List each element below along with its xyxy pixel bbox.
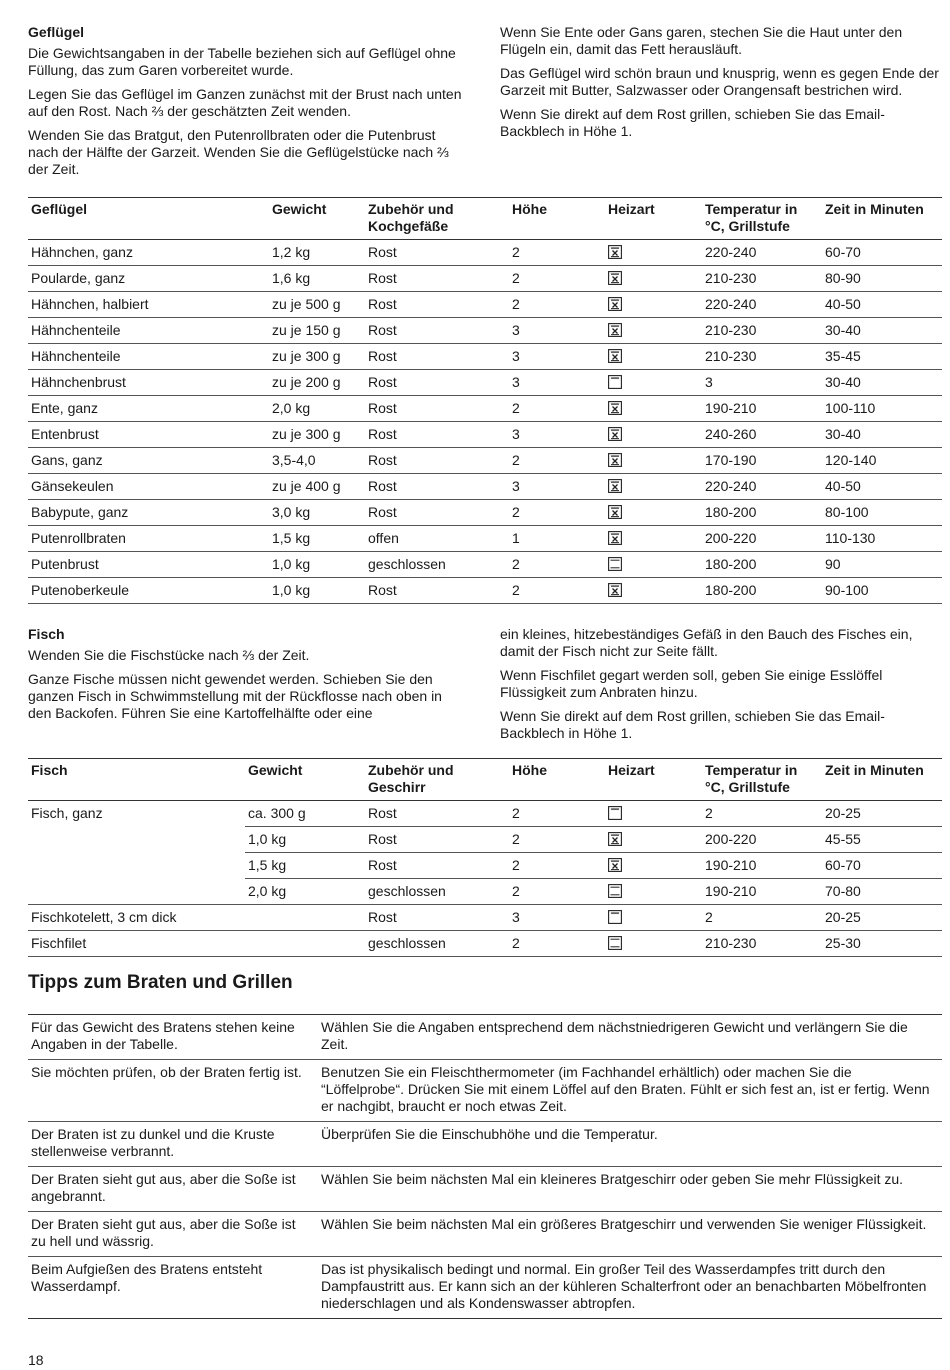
tip-row (28, 1167, 942, 1212)
tip-solution: Wählen Sie beim nächsten Mal ein kleineres Bratgeschirr oder geben Sie mehr Flüssigkeit zu. (321, 1171, 904, 1187)
table-cell: Hähnchenteile (28, 318, 269, 344)
poultry-text: Das Geflügel wird schön braun und knusprig, wenn es gegen Ende der Garzeit mit Butter, Salzwasser oder Orangensaft bestrichen wird. (500, 65, 939, 98)
table-cell: 2 (509, 931, 605, 957)
column-header: Höhe (512, 201, 547, 217)
table-cell: 240-260 (702, 422, 822, 448)
table-cell (28, 879, 245, 905)
table-row (28, 552, 942, 578)
table-cell: Rost (365, 344, 509, 370)
table-cell: 1,5 kg (269, 526, 365, 552)
table-cell: 30-40 (822, 422, 942, 448)
table-cell: 90 (822, 552, 942, 578)
table-cell: Fischkotelett, 3 cm dick (28, 905, 245, 931)
table-cell (28, 853, 245, 879)
table-cell: Rost (365, 500, 509, 526)
column-header: Temperatur in °C, Grillstufe (705, 201, 798, 234)
table-row (28, 853, 942, 879)
column-header: Heizart (608, 762, 655, 778)
table-cell: 40-50 (822, 474, 942, 500)
grill-fan-icon (608, 271, 622, 285)
column-header: Gewicht (272, 201, 327, 217)
table-row (28, 344, 942, 370)
table-cell: Hähnchen, halbiert (28, 292, 269, 318)
table-cell (245, 905, 365, 931)
table-cell: Rost (365, 448, 509, 474)
table-cell: 170-190 (702, 448, 822, 474)
table-cell: Babypute, ganz (28, 500, 269, 526)
heating-mode-cell (605, 801, 702, 827)
table-cell: Entenbrust (28, 422, 269, 448)
table-cell: Rost (365, 292, 509, 318)
table-row (28, 879, 942, 905)
fish-intro-right (500, 626, 940, 749)
fish-text: ein kleines, hitzebeständiges Gefäß in den Bauch des Fisches ein, damit der Fisch nicht zur Seite fällt. (500, 626, 913, 659)
table-cell: 1 (509, 526, 605, 552)
table-cell: 2 (509, 396, 605, 422)
table-cell: Rost (365, 905, 509, 931)
table-row (28, 827, 942, 853)
table-cell: Rost (365, 474, 509, 500)
table-cell: geschlossen (365, 552, 509, 578)
table-row (28, 801, 942, 827)
table-cell: 120-140 (822, 448, 942, 474)
table-cell: 220-240 (702, 474, 822, 500)
tip-row (28, 1122, 942, 1167)
column-header: Temperatur in °C, Grillstufe (705, 762, 798, 795)
table-cell: ca. 300 g (245, 801, 365, 827)
top-bottom-heat-icon (608, 936, 622, 950)
table-cell: Gans, ganz (28, 448, 269, 474)
table-cell: Poularde, ganz (28, 266, 269, 292)
table-cell: 200-220 (702, 827, 822, 853)
table-cell: Ente, ganz (28, 396, 269, 422)
table-cell: Rost (365, 396, 509, 422)
fish-heading: Fisch (28, 626, 65, 642)
tip-row (28, 1212, 942, 1257)
table-cell: 60-70 (822, 853, 942, 879)
table-cell: Rost (365, 827, 509, 853)
table-cell: Rost (365, 801, 509, 827)
heating-mode-cell (605, 526, 702, 552)
tip-row (28, 1257, 942, 1319)
table-cell: Fisch, ganz (31, 805, 103, 821)
table-cell: 180-200 (702, 500, 822, 526)
tip-solution: Benutzen Sie ein Fleischthermometer (im Fachhandel erhältlich) oder machen Sie die “Löffelprobe“. Drücken Sie mit einem Löffel auf den Braten. Fühlt er sich fest an, ist er fertig. Wenn er nachgibt, braucht er noch etwas Zeit. (321, 1064, 930, 1114)
table-cell: 20-25 (822, 905, 942, 931)
heating-mode-cell (605, 266, 702, 292)
tip-problem: Für das Gewicht des Bratens stehen keine Angaben in der Tabelle. (31, 1019, 295, 1052)
table-cell: 2 (509, 240, 605, 266)
table-row (28, 318, 942, 344)
grill-icon (608, 375, 622, 389)
table-cell: 45-55 (822, 827, 942, 853)
fish-text: Wenden Sie die Fischstücke nach ⅔ der Zeit. (28, 647, 310, 663)
column-header: Geflügel (31, 201, 88, 217)
column-header: Gewicht (248, 762, 303, 778)
table-cell: 2 (509, 552, 605, 578)
column-header: Zubehör und Kochgefäße (368, 201, 454, 234)
grill-fan-icon (608, 583, 622, 597)
heating-mode-cell (605, 578, 702, 604)
table-cell: 2 (509, 578, 605, 604)
table-cell: geschlossen (365, 879, 509, 905)
top-bottom-heat-icon (608, 557, 622, 571)
table-cell: 2,0 kg (269, 396, 365, 422)
table-cell: 100-110 (822, 396, 942, 422)
table-row (28, 448, 942, 474)
grill-fan-icon (608, 858, 622, 872)
heating-mode-cell (605, 552, 702, 578)
table-cell: 2,0 kg (245, 879, 365, 905)
table-cell: Rost (365, 318, 509, 344)
tip-row (28, 1015, 942, 1060)
table-cell: 2 (702, 801, 822, 827)
table-cell: 2 (509, 879, 605, 905)
table-cell: 210-230 (702, 931, 822, 957)
table-cell: 180-200 (702, 578, 822, 604)
table-cell: 1,2 kg (269, 240, 365, 266)
table-cell (245, 931, 365, 957)
table-cell: 1,0 kg (245, 827, 365, 853)
table-row (28, 370, 942, 396)
table-cell: 2 (509, 266, 605, 292)
table-cell: 2 (509, 801, 605, 827)
grill-fan-icon (608, 349, 622, 363)
table-cell: 30-40 (822, 370, 942, 396)
table-cell: 110-130 (822, 526, 942, 552)
poultry-intro-left (28, 24, 468, 185)
table-row (28, 474, 942, 500)
table-cell: 90-100 (822, 578, 942, 604)
table-cell: 3,5-4,0 (269, 448, 365, 474)
grill-fan-icon (608, 479, 622, 493)
grill-icon (608, 910, 622, 924)
grill-fan-icon (608, 832, 622, 846)
table-cell: 3,0 kg (269, 500, 365, 526)
table-cell: zu je 300 g (269, 344, 365, 370)
table-cell (28, 827, 245, 853)
heating-mode-cell (605, 240, 702, 266)
heating-mode-cell (605, 931, 702, 957)
top-bottom-heat-icon (608, 884, 622, 898)
table-cell: 1,0 kg (269, 578, 365, 604)
heating-mode-cell (605, 448, 702, 474)
table-cell: 3 (509, 422, 605, 448)
table-cell: Fischfilet (28, 931, 245, 957)
grill-icon (608, 806, 622, 820)
column-header: Zeit in Minuten (825, 201, 924, 217)
grill-fan-icon (608, 505, 622, 519)
table-cell: 2 (509, 500, 605, 526)
poultry-table-header (28, 198, 942, 240)
tip-problem: Der Braten sieht gut aus, aber die Soße ist zu hell und wässrig. (31, 1216, 296, 1249)
heating-mode-cell (605, 474, 702, 500)
table-cell: 30-40 (822, 318, 942, 344)
heating-mode-cell (605, 853, 702, 879)
table-cell: 2 (702, 905, 822, 931)
table-cell: Rost (365, 422, 509, 448)
heating-mode-cell (605, 396, 702, 422)
table-cell: 3 (509, 370, 605, 396)
tip-problem: Der Braten sieht gut aus, aber die Soße ist angebrannt. (31, 1171, 296, 1204)
poultry-intro-right (500, 24, 940, 147)
column-header: Fisch (31, 762, 68, 778)
tip-problem: Beim Aufgießen des Bratens entsteht Wasserdampf. (31, 1261, 263, 1294)
poultry-text: Die Gewichtsangaben in der Tabelle beziehen sich auf Geflügel ohne Füllung, das zum Garen vorbereitet wurde. (28, 45, 456, 78)
table-row (28, 266, 942, 292)
table-cell: 40-50 (822, 292, 942, 318)
column-header: Zubehör und Geschirr (368, 762, 454, 795)
heating-mode-cell (605, 422, 702, 448)
poultry-text: Legen Sie das Geflügel im Ganzen zunächst mit der Brust nach unten auf den Rost. Nach ⅔ der geschätzten Zeit wenden. (28, 86, 462, 119)
tip-solution: Wählen Sie die Angaben entsprechend dem nächstniedrigeren Gewicht und verlängern Sie die Zeit. (321, 1019, 908, 1052)
table-cell: 3 (509, 318, 605, 344)
tips-table (28, 1014, 942, 1319)
column-header: Zeit in Minuten (825, 762, 924, 778)
table-cell: 3 (702, 370, 822, 396)
table-cell: Hähnchenteile (28, 344, 269, 370)
table-row (28, 578, 942, 604)
tip-problem: Sie möchten prüfen, ob der Braten fertig ist. (31, 1064, 302, 1080)
table-cell: 210-230 (702, 318, 822, 344)
table-cell: Rost (365, 578, 509, 604)
tip-row (28, 1060, 942, 1122)
table-cell: Rost (365, 853, 509, 879)
column-header: Höhe (512, 762, 547, 778)
table-cell: zu je 200 g (269, 370, 365, 396)
heating-mode-cell (605, 318, 702, 344)
poultry-text: Wenn Sie direkt auf dem Rost grillen, schieben Sie das Email-Backblech in Höhe 1. (500, 106, 885, 139)
fish-text: Wenn Fischfilet gegart werden soll, geben Sie einige Esslöffel Flüssigkeit zum Anbraten hinzu. (500, 667, 883, 700)
table-row (28, 500, 942, 526)
table-cell: geschlossen (365, 931, 509, 957)
tip-solution: Das ist physikalisch bedingt und normal. Ein großer Teil des Wasserdampfes tritt durch den Dampfaustritt aus. Er kann sich an der kühleren Schalterfront oder an benachbarten Möbelfronten niederschlagen und als Kondenswasser abtropfen. (321, 1261, 927, 1311)
heating-mode-cell (605, 344, 702, 370)
page-number: 18 (28, 1352, 44, 1368)
heating-mode-cell (605, 292, 702, 318)
poultry-heading: Geflügel (28, 24, 85, 40)
grill-fan-icon (608, 297, 622, 311)
table-cell: Rost (365, 240, 509, 266)
table-row (28, 905, 942, 931)
grill-fan-icon (608, 453, 622, 467)
table-cell: 2 (509, 292, 605, 318)
table-cell: offen (365, 526, 509, 552)
table-cell: 3 (509, 344, 605, 370)
tip-solution: Überprüfen Sie die Einschubhöhe und die Temperatur. (321, 1126, 658, 1142)
table-cell: 2 (509, 448, 605, 474)
table-cell: 220-240 (702, 292, 822, 318)
table-cell: 2 (509, 827, 605, 853)
grill-fan-icon (608, 323, 622, 337)
table-cell: 1,5 kg (245, 853, 365, 879)
table-cell: Putenbrust (28, 552, 269, 578)
heating-mode-cell (605, 905, 702, 931)
table-row (28, 931, 942, 957)
table-cell: zu je 300 g (269, 422, 365, 448)
table-cell: 190-210 (702, 396, 822, 422)
fish-text: Ganze Fische müssen nicht gewendet werden. Schieben Sie den ganzen Fisch in Schwimmstellung mit der Rückflosse nach oben in den Backofen. Führen Sie eine Kartoffelhälfte oder eine (28, 671, 442, 721)
table-cell: 190-210 (702, 853, 822, 879)
table-cell: 20-25 (822, 801, 942, 827)
table-cell: Gänsekeulen (28, 474, 269, 500)
heating-mode-cell (605, 370, 702, 396)
poultry-text: Wenden Sie das Bratgut, den Putenrollbraten oder die Putenbrust nach der Hälfte der Garzeit. Wenden Sie die Geflügelstücke nach ⅔ der Zeit. (28, 127, 449, 177)
table-cell: Hähnchenbrust (28, 370, 269, 396)
grill-fan-icon (608, 245, 622, 259)
fish-table (28, 758, 942, 957)
table-cell: Putenrollbraten (28, 526, 269, 552)
fish-table-header (28, 759, 942, 801)
table-cell: 210-230 (702, 266, 822, 292)
poultry-text: Wenn Sie Ente oder Gans garen, stechen Sie die Haut unter den Flügeln ein, damit das Fett herausläuft. (500, 24, 903, 57)
table-row (28, 240, 942, 266)
table-cell: Rost (365, 266, 509, 292)
table-cell: 60-70 (822, 240, 942, 266)
heating-mode-cell (605, 500, 702, 526)
fish-intro-left (28, 626, 468, 729)
table-cell: Rost (365, 370, 509, 396)
table-cell: Hähnchen, ganz (28, 240, 269, 266)
table-cell: 80-90 (822, 266, 942, 292)
table-cell: 2 (509, 853, 605, 879)
table-row (28, 292, 942, 318)
table-cell: 3 (509, 474, 605, 500)
table-cell: 35-45 (822, 344, 942, 370)
column-header: Heizart (608, 201, 655, 217)
table-cell: 200-220 (702, 526, 822, 552)
table-cell: 80-100 (822, 500, 942, 526)
table-cell: zu je 150 g (269, 318, 365, 344)
table-cell: 1,6 kg (269, 266, 365, 292)
table-cell: 210-230 (702, 344, 822, 370)
table-cell: 25-30 (822, 931, 942, 957)
table-cell: 180-200 (702, 552, 822, 578)
table-cell: Putenoberkeule (28, 578, 269, 604)
table-row (28, 396, 942, 422)
table-cell: zu je 500 g (269, 292, 365, 318)
grill-fan-icon (608, 531, 622, 545)
tip-solution: Wählen Sie beim nächsten Mal ein größeres Bratgeschirr und verwenden Sie weniger Flüssigkeit. (321, 1216, 927, 1232)
table-cell: 1,0 kg (269, 552, 365, 578)
poultry-table (28, 197, 942, 604)
grill-fan-icon (608, 427, 622, 441)
grill-fan-icon (608, 401, 622, 415)
fish-text: Wenn Sie direkt auf dem Rost grillen, schieben Sie das Email-Backblech in Höhe 1. (500, 708, 885, 741)
table-cell: 190-210 (702, 879, 822, 905)
table-row (28, 422, 942, 448)
table-cell: 3 (509, 905, 605, 931)
table-cell: zu je 400 g (269, 474, 365, 500)
heating-mode-cell (605, 827, 702, 853)
heating-mode-cell (605, 879, 702, 905)
table-cell: 70-80 (822, 879, 942, 905)
table-row (28, 526, 942, 552)
table-cell: 220-240 (702, 240, 822, 266)
tip-problem: Der Braten ist zu dunkel und die Kruste stellenweise verbrannt. (31, 1126, 275, 1159)
tips-heading: Tipps zum Braten und Grillen (28, 972, 293, 993)
